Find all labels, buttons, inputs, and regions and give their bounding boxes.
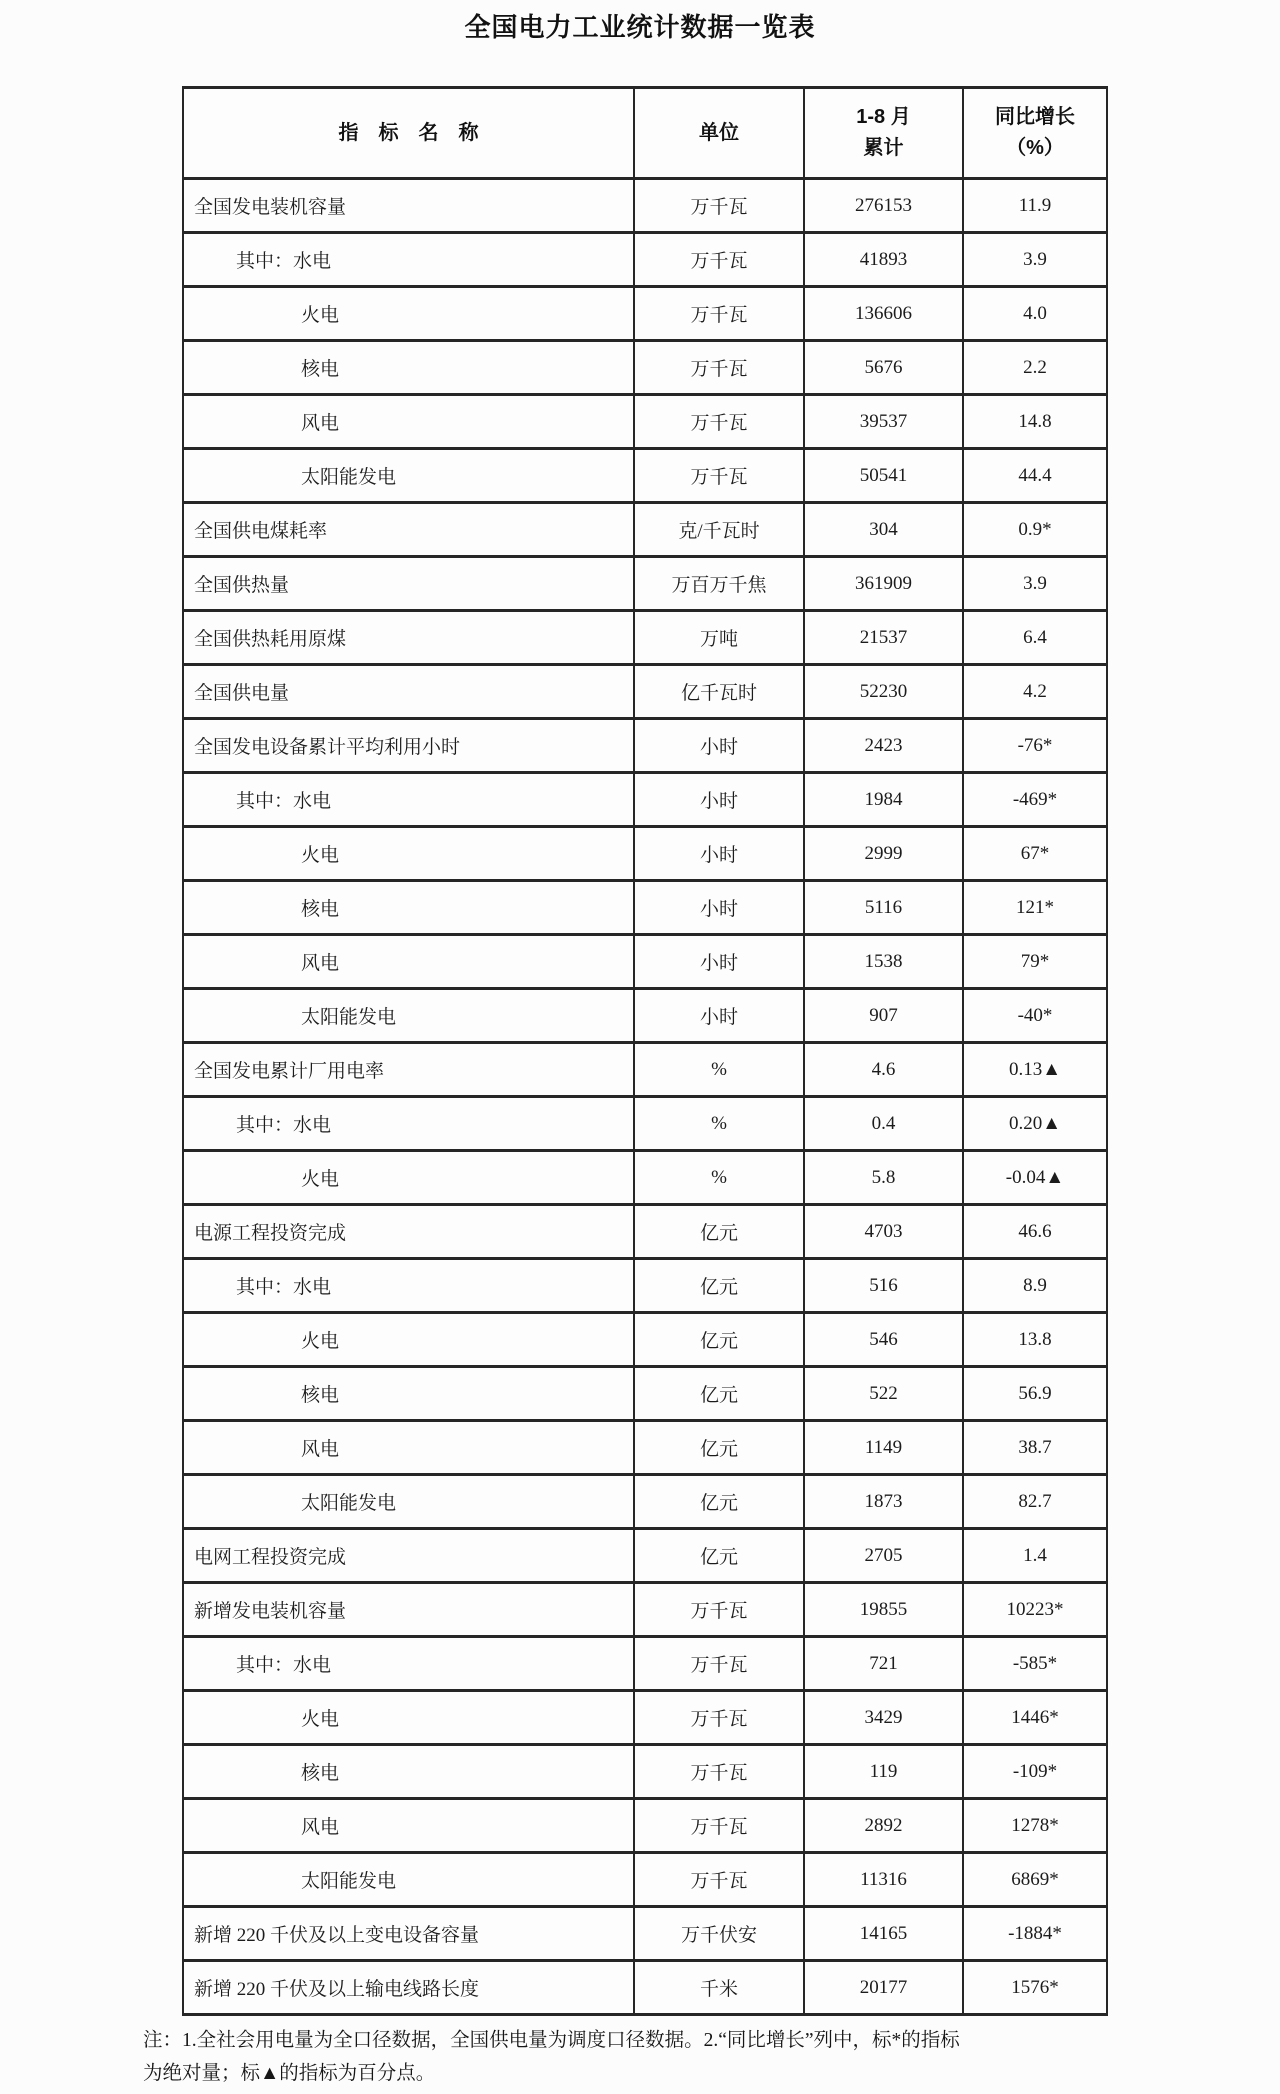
indicator-name-cell: 核电 bbox=[183, 881, 634, 935]
footnote-line-2: 为绝对量；标▲的指标为百分点。 bbox=[143, 2063, 436, 2084]
indicator-name-cell: 太阳能发电 bbox=[183, 449, 634, 503]
table-row bbox=[183, 611, 1107, 665]
unit-cell: % bbox=[634, 1043, 804, 1097]
growth-cell: 121* bbox=[963, 881, 1107, 935]
unit-cell: 亿元 bbox=[634, 1367, 804, 1421]
growth-cell: 3.9 bbox=[963, 233, 1107, 287]
growth-cell: 67* bbox=[963, 827, 1107, 881]
unit-cell: 万千瓦 bbox=[634, 1853, 804, 1907]
growth-cell: 56.9 bbox=[963, 1367, 1107, 1421]
indicator-name-cell: 风电 bbox=[183, 395, 634, 449]
indicator-name-cell: 其中：水电 bbox=[183, 233, 634, 287]
value-cell: 21537 bbox=[804, 611, 963, 665]
indicator-name-cell: 风电 bbox=[183, 1421, 634, 1475]
table-row bbox=[183, 503, 1107, 557]
unit-cell: 小时 bbox=[634, 827, 804, 881]
value-cell: 2705 bbox=[804, 1529, 963, 1583]
growth-cell: -76* bbox=[963, 719, 1107, 773]
growth-cell: 79* bbox=[963, 935, 1107, 989]
value-cell: 19855 bbox=[804, 1583, 963, 1637]
growth-cell: 1446* bbox=[963, 1691, 1107, 1745]
growth-cell: 0.20▲ bbox=[963, 1097, 1107, 1151]
growth-cell: -585* bbox=[963, 1637, 1107, 1691]
header-unit-label: 单位 bbox=[699, 121, 739, 144]
growth-cell: 6.4 bbox=[963, 611, 1107, 665]
unit-cell: % bbox=[634, 1151, 804, 1205]
table-row bbox=[183, 989, 1107, 1043]
growth-cell: 4.0 bbox=[963, 287, 1107, 341]
value-cell: 136606 bbox=[804, 287, 963, 341]
table-row bbox=[183, 1205, 1107, 1259]
growth-cell: 82.7 bbox=[963, 1475, 1107, 1529]
indicator-name-cell: 新增发电装机容量 bbox=[183, 1583, 634, 1637]
growth-cell: -469* bbox=[963, 773, 1107, 827]
value-cell: 5.8 bbox=[804, 1151, 963, 1205]
value-cell: 20177 bbox=[804, 1961, 963, 2015]
growth-cell: 0.9* bbox=[963, 503, 1107, 557]
table-row bbox=[183, 881, 1107, 935]
value-cell: 1149 bbox=[804, 1421, 963, 1475]
indicator-name-cell: 火电 bbox=[183, 1313, 634, 1367]
table-row bbox=[183, 1529, 1107, 1583]
value-cell: 304 bbox=[804, 503, 963, 557]
statistics-table bbox=[182, 86, 1108, 2016]
value-cell: 2892 bbox=[804, 1799, 963, 1853]
value-cell: 2423 bbox=[804, 719, 963, 773]
table-row bbox=[183, 665, 1107, 719]
header-indicator-name bbox=[183, 88, 634, 179]
indicator-name-cell: 风电 bbox=[183, 1799, 634, 1853]
table-row bbox=[183, 179, 1107, 233]
table-row bbox=[183, 1097, 1107, 1151]
unit-cell: 万千瓦 bbox=[634, 287, 804, 341]
indicator-name-cell: 太阳能发电 bbox=[183, 1475, 634, 1529]
indicator-name-cell: 太阳能发电 bbox=[183, 989, 634, 1043]
table-row bbox=[183, 719, 1107, 773]
header-unit bbox=[634, 88, 804, 179]
header-period bbox=[804, 88, 963, 179]
growth-cell: 14.8 bbox=[963, 395, 1107, 449]
table-row bbox=[183, 1259, 1107, 1313]
growth-cell: 3.9 bbox=[963, 557, 1107, 611]
growth-cell: 38.7 bbox=[963, 1421, 1107, 1475]
indicator-name-cell: 全国供热耗用原煤 bbox=[183, 611, 634, 665]
growth-cell: -109* bbox=[963, 1745, 1107, 1799]
indicator-name-cell: 新增 220 千伏及以上变电设备容量 bbox=[183, 1907, 634, 1961]
value-cell: 276153 bbox=[804, 179, 963, 233]
value-cell: 1984 bbox=[804, 773, 963, 827]
footnotes bbox=[143, 2024, 1123, 2090]
unit-cell: 万吨 bbox=[634, 611, 804, 665]
growth-cell: -40* bbox=[963, 989, 1107, 1043]
unit-cell: 亿元 bbox=[634, 1475, 804, 1529]
unit-cell: 万百万千焦 bbox=[634, 557, 804, 611]
growth-cell: 1278* bbox=[963, 1799, 1107, 1853]
value-cell: 3429 bbox=[804, 1691, 963, 1745]
table-row bbox=[183, 449, 1107, 503]
header-period-line2: 累计 bbox=[863, 137, 904, 159]
page-title: 全国电力工业统计数据一览表 bbox=[464, 12, 816, 42]
unit-cell: 小时 bbox=[634, 719, 804, 773]
unit-cell: 亿元 bbox=[634, 1259, 804, 1313]
value-cell: 2999 bbox=[804, 827, 963, 881]
table-row bbox=[183, 395, 1107, 449]
value-cell: 4703 bbox=[804, 1205, 963, 1259]
growth-cell: 2.2 bbox=[963, 341, 1107, 395]
unit-cell: 万千瓦 bbox=[634, 179, 804, 233]
value-cell: 41893 bbox=[804, 233, 963, 287]
unit-cell: 亿元 bbox=[634, 1313, 804, 1367]
table-header-row bbox=[183, 88, 1107, 179]
header-growth-line2: （%） bbox=[1006, 137, 1064, 159]
indicator-name-cell: 其中：水电 bbox=[183, 773, 634, 827]
value-cell: 361909 bbox=[804, 557, 963, 611]
table-row bbox=[183, 827, 1107, 881]
value-cell: 1873 bbox=[804, 1475, 963, 1529]
unit-cell: % bbox=[634, 1097, 804, 1151]
value-cell: 119 bbox=[804, 1745, 963, 1799]
unit-cell: 万千瓦 bbox=[634, 1799, 804, 1853]
unit-cell: 万千瓦 bbox=[634, 1691, 804, 1745]
table-row bbox=[183, 773, 1107, 827]
table-row bbox=[183, 1961, 1107, 2015]
unit-cell: 万千瓦 bbox=[634, 1745, 804, 1799]
unit-cell: 小时 bbox=[634, 881, 804, 935]
unit-cell: 万千瓦 bbox=[634, 395, 804, 449]
value-cell: 39537 bbox=[804, 395, 963, 449]
indicator-name-cell: 火电 bbox=[183, 1691, 634, 1745]
table-row bbox=[183, 1637, 1107, 1691]
unit-cell: 万千瓦 bbox=[634, 341, 804, 395]
table-row bbox=[183, 1151, 1107, 1205]
value-cell: 516 bbox=[804, 1259, 963, 1313]
table-row bbox=[183, 935, 1107, 989]
value-cell: 0.4 bbox=[804, 1097, 963, 1151]
unit-cell: 亿元 bbox=[634, 1205, 804, 1259]
unit-cell: 克/千瓦时 bbox=[634, 503, 804, 557]
growth-cell: -1884* bbox=[963, 1907, 1107, 1961]
unit-cell: 亿千瓦时 bbox=[634, 665, 804, 719]
value-cell: 907 bbox=[804, 989, 963, 1043]
growth-cell: 11.9 bbox=[963, 179, 1107, 233]
table-row bbox=[183, 1799, 1107, 1853]
value-cell: 721 bbox=[804, 1637, 963, 1691]
value-cell: 5116 bbox=[804, 881, 963, 935]
indicator-name-cell: 风电 bbox=[183, 935, 634, 989]
growth-cell: 4.2 bbox=[963, 665, 1107, 719]
table-row bbox=[183, 1745, 1107, 1799]
value-cell: 11316 bbox=[804, 1853, 963, 1907]
value-cell: 522 bbox=[804, 1367, 963, 1421]
value-cell: 14165 bbox=[804, 1907, 963, 1961]
growth-cell: 8.9 bbox=[963, 1259, 1107, 1313]
table-row bbox=[183, 1367, 1107, 1421]
growth-cell: 1576* bbox=[963, 1961, 1107, 2015]
indicator-name-cell: 火电 bbox=[183, 1151, 634, 1205]
indicator-name-cell: 电源工程投资完成 bbox=[183, 1205, 634, 1259]
value-cell: 4.6 bbox=[804, 1043, 963, 1097]
indicator-name-cell: 全国发电装机容量 bbox=[183, 179, 634, 233]
growth-cell: 0.13▲ bbox=[963, 1043, 1107, 1097]
table-row bbox=[183, 1907, 1107, 1961]
indicator-name-cell: 新增 220 千伏及以上输电线路长度 bbox=[183, 1961, 634, 2015]
indicator-name-cell: 全国发电累计厂用电率 bbox=[183, 1043, 634, 1097]
unit-cell: 万千瓦 bbox=[634, 1583, 804, 1637]
table-row bbox=[183, 1421, 1107, 1475]
table-row bbox=[183, 1313, 1107, 1367]
indicator-name-cell: 其中：水电 bbox=[183, 1637, 634, 1691]
table-row bbox=[183, 1043, 1107, 1097]
growth-cell: 46.6 bbox=[963, 1205, 1107, 1259]
value-cell: 546 bbox=[804, 1313, 963, 1367]
indicator-name-cell: 全国发电设备累计平均利用小时 bbox=[183, 719, 634, 773]
table-row bbox=[183, 287, 1107, 341]
indicator-name-cell: 火电 bbox=[183, 827, 634, 881]
indicator-name-cell: 核电 bbox=[183, 1745, 634, 1799]
unit-cell: 万千瓦 bbox=[634, 233, 804, 287]
table-row bbox=[183, 1853, 1107, 1907]
value-cell: 5676 bbox=[804, 341, 963, 395]
unit-cell: 万千瓦 bbox=[634, 1637, 804, 1691]
unit-cell: 万千伏安 bbox=[634, 1907, 804, 1961]
table-row bbox=[183, 1475, 1107, 1529]
indicator-name-cell: 核电 bbox=[183, 341, 634, 395]
header-growth-line1: 同比增长 bbox=[995, 106, 1075, 128]
unit-cell: 小时 bbox=[634, 989, 804, 1043]
indicator-name-cell: 全国供热量 bbox=[183, 557, 634, 611]
indicator-name-cell: 全国供电煤耗率 bbox=[183, 503, 634, 557]
header-growth bbox=[963, 88, 1107, 179]
indicator-name-cell: 其中：水电 bbox=[183, 1097, 634, 1151]
header-period-line1: 1-8 月 bbox=[856, 106, 911, 128]
table-row bbox=[183, 233, 1107, 287]
indicator-name-cell: 电网工程投资完成 bbox=[183, 1529, 634, 1583]
unit-cell: 小时 bbox=[634, 935, 804, 989]
indicator-name-cell: 其中：水电 bbox=[183, 1259, 634, 1313]
table-row bbox=[183, 557, 1107, 611]
table-row bbox=[183, 1583, 1107, 1637]
unit-cell: 万千瓦 bbox=[634, 449, 804, 503]
growth-cell: 6869* bbox=[963, 1853, 1107, 1907]
value-cell: 50541 bbox=[804, 449, 963, 503]
unit-cell: 千米 bbox=[634, 1961, 804, 2015]
indicator-name-cell: 核电 bbox=[183, 1367, 634, 1421]
value-cell: 1538 bbox=[804, 935, 963, 989]
indicator-name-cell: 全国供电量 bbox=[183, 665, 634, 719]
growth-cell: 13.8 bbox=[963, 1313, 1107, 1367]
unit-cell: 小时 bbox=[634, 773, 804, 827]
table-row bbox=[183, 1691, 1107, 1745]
unit-cell: 亿元 bbox=[634, 1529, 804, 1583]
growth-cell: -0.04▲ bbox=[963, 1151, 1107, 1205]
header-indicator-name-label: 指 标 名 称 bbox=[338, 121, 479, 144]
growth-cell: 1.4 bbox=[963, 1529, 1107, 1583]
footnote-line-1: 注：1.全社会用电量为全口径数据，全国供电量为调度口径数据。2.“同比增长”列中，标*的指标 bbox=[143, 2030, 960, 2051]
indicator-name-cell: 太阳能发电 bbox=[183, 1853, 634, 1907]
growth-cell: 10223* bbox=[963, 1583, 1107, 1637]
growth-cell: 44.4 bbox=[963, 449, 1107, 503]
unit-cell: 亿元 bbox=[634, 1421, 804, 1475]
indicator-name-cell: 火电 bbox=[183, 287, 634, 341]
value-cell: 52230 bbox=[804, 665, 963, 719]
table-row bbox=[183, 341, 1107, 395]
